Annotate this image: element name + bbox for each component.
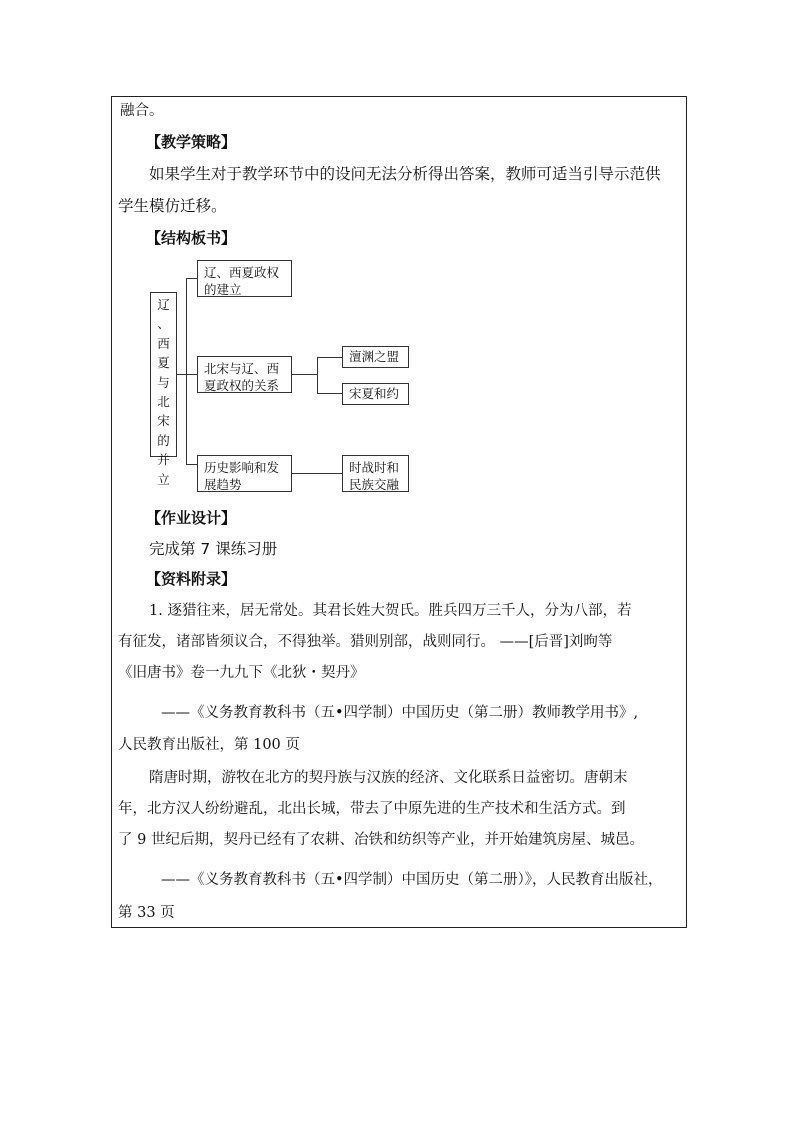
appendix-p2-line3: 了 9 世纪后期，契丹已经有了农耕、冶铁和纺织等产业，并开始建筑房屋、城邑。	[118, 832, 644, 848]
node-relations	[197, 356, 292, 393]
appendix-cite1-line2: 人民教育出版社，第 100 页	[118, 737, 300, 753]
node-label: 时战时和	[349, 460, 400, 475]
node-label: 夏政权的关系	[204, 378, 280, 393]
node-label: 历史影响和发	[204, 460, 280, 475]
root-node	[150, 292, 177, 487]
node-label: 民族交融	[349, 477, 400, 492]
homework-text: 完成第 7 课练习册	[149, 540, 278, 558]
strategy-line-1: 如果学生对于教学环节中的设问无法分析得出答案，教师可适当引导示范供	[149, 165, 661, 183]
node-influence	[197, 455, 292, 492]
appendix-cite2-line1: ——《义务教育教科书（五•四学制）中国历史（第二册）》，人民教育出版社，	[161, 872, 663, 888]
connector-line	[186, 374, 197, 375]
root-char: 西	[157, 335, 170, 351]
appendix-p1-line3: 《旧唐书》卷一九九下《北狄・契丹》	[118, 665, 365, 681]
connector-line	[292, 374, 317, 375]
node-label: 辽、西夏政权	[204, 265, 280, 280]
strategy-heading: 【教学策略】	[146, 133, 237, 151]
appendix-p1-line1: 1. 逐猎往来，居无常处。其君长姓大贺氏。胜兵四万三千人，分为八部，若	[149, 603, 632, 619]
appendix-p2-line2: 年，北方汉人纷纷避乱，北出长城，带去了中原先进的生产技术和生活方式。到	[118, 801, 626, 817]
strategy-line-2: 学生模仿迁移。	[118, 197, 227, 215]
node-label: 展趋势	[204, 477, 242, 492]
connector-line	[317, 393, 342, 394]
root-char: 的	[157, 432, 170, 448]
node-label: 北宋与辽、西	[204, 361, 280, 376]
node-chanyuan-treaty	[342, 346, 409, 368]
node-label: 澶渊之盟	[349, 349, 400, 364]
node-ethnic-fusion	[342, 455, 409, 492]
node-label: 宋夏和约	[349, 386, 400, 401]
connector-line	[186, 464, 197, 465]
node-label: 的建立	[204, 282, 242, 297]
root-char: 、	[157, 316, 170, 332]
intro-tail-text: 融合。	[120, 103, 164, 119]
connector-line	[186, 278, 197, 279]
appendix-cite2-line2: 第 33 页	[118, 905, 175, 921]
connector-line	[292, 473, 342, 474]
node-establishment	[197, 260, 292, 297]
homework-heading: 【作业设计】	[146, 509, 237, 527]
node-song-xia-treaty	[342, 383, 409, 405]
connector-line	[186, 278, 187, 464]
connector-line	[177, 374, 186, 375]
root-char: 北	[157, 394, 170, 410]
appendix-cite1-line1: ——《义务教育教科书（五•四学制）中国历史（第二册）教师教学用书》,	[161, 705, 639, 721]
root-char: 并	[157, 452, 170, 468]
root-char: 立	[157, 471, 170, 487]
root-char: 夏	[157, 355, 170, 371]
root-char: 宋	[157, 413, 170, 429]
appendix-p2-line1: 隋唐时期，游牧在北方的契丹族与汉族的经济、文化联系日益密切。唐朝末	[149, 770, 628, 786]
root-char: 辽	[157, 297, 170, 312]
root-char: 与	[157, 374, 170, 390]
appendix-heading: 【资料附录】	[146, 570, 237, 588]
connector-line	[317, 357, 342, 358]
board-heading: 【结构板书】	[146, 229, 237, 247]
appendix-p1-line2: 有征发，诸部皆须议合，不得独举。猎则别部，战则同行。 ——[后晋]刘昫等	[118, 634, 613, 650]
connector-line	[317, 357, 318, 393]
